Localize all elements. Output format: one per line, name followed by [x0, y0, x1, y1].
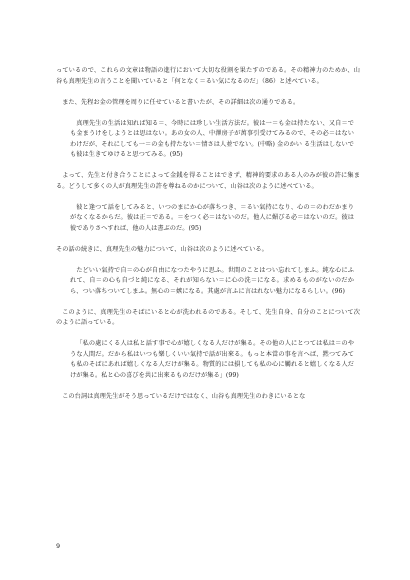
block-quote: 「私の處にくる人は私と話す事で心が嬉しくなる人だけが集る。その他の人にとつては私は＝のやうな人間だ。だから私はいつも樂しくいい氣持で話が出來る。もっと本當の事を言へば、黙つてみても私のそばにあれば嬉しくなる人だけが集る。物質的には損しても私の心に觸れると嬉しくなる人だけが集る。私と心の喜びを共に出來るものだけが集る」(99): [70, 340, 354, 379]
paragraph: その話の続きに、真理先生の魅力について、山谷は次のように述べている。: [56, 245, 268, 253]
paragraph: っているので、これらの文章は物語の進行において大切な役割を果たすのである。その精神力のためか、山谷も真理先生の言うことを聞いていると「何となく＝るい気になるのだ」（86）と述べている。: [56, 67, 360, 85]
paragraph: このように、真理先生のそばにいると心が洗われるのである。そして、先生自身、自分のことについて次のように語っている。: [56, 308, 360, 326]
paragraph: また、先程お金の管理を周りに任せていると書いたが、その詳細は次の通りである。: [62, 98, 300, 106]
block-quote: 真理先生の生活は知れば知る＝、今時には珍しい生活方法だ。彼は一＝も金は持たない、又自＝でも金まうけをしようとは思はない。あの女の人、中澤房子が萬事引受けてみるので、その必＝はないわけだが、それにしても一＝の金も持たない＝情さは人並でない。(中略) 金のかい る生活はしないでも彼は生きてゆけると思つてみる。(95): [70, 119, 354, 158]
paragraph: この台詞は真理先生がそう思っているだけではなく、山谷も真理先生のわきにいるとな: [62, 392, 306, 400]
page-number: 9: [56, 542, 61, 550]
block-quote: たどいい氣持で自＝の心が自由になつたやうに思ふ。世間のことはつい忘れてしまふ。純な心にふれて、自＝の心も自づと純になる、それが知らない＝に心の洗＝になる。求めるものがないのだから、つい落ちついてしまふ。無心の＝嫉になる。其處が言ふに言はれない魅力になるらしい。(96): [70, 266, 354, 295]
paragraph: よって、先生と付き合うことによって金銭を得ることはできず、精神的要求のある人のみが彼の許に集まる。どうして多くの人が真理先生の許を尊ねるのかについて、山谷は次のように述べている。: [56, 172, 360, 190]
body-text: [56, 66, 360, 413]
block-quote: 彼と逢つて話をしてみると、いつのまにか心が落ちつき、＝るい氣持になり、心の＝のわだかまりがなくなるからだ。彼は正＝である。＝をつく必＝はないのだ。他人に媚びる必＝はないのだ。彼は彼でありさへすれば、他の人は書ぶのだ。(95): [70, 203, 354, 232]
